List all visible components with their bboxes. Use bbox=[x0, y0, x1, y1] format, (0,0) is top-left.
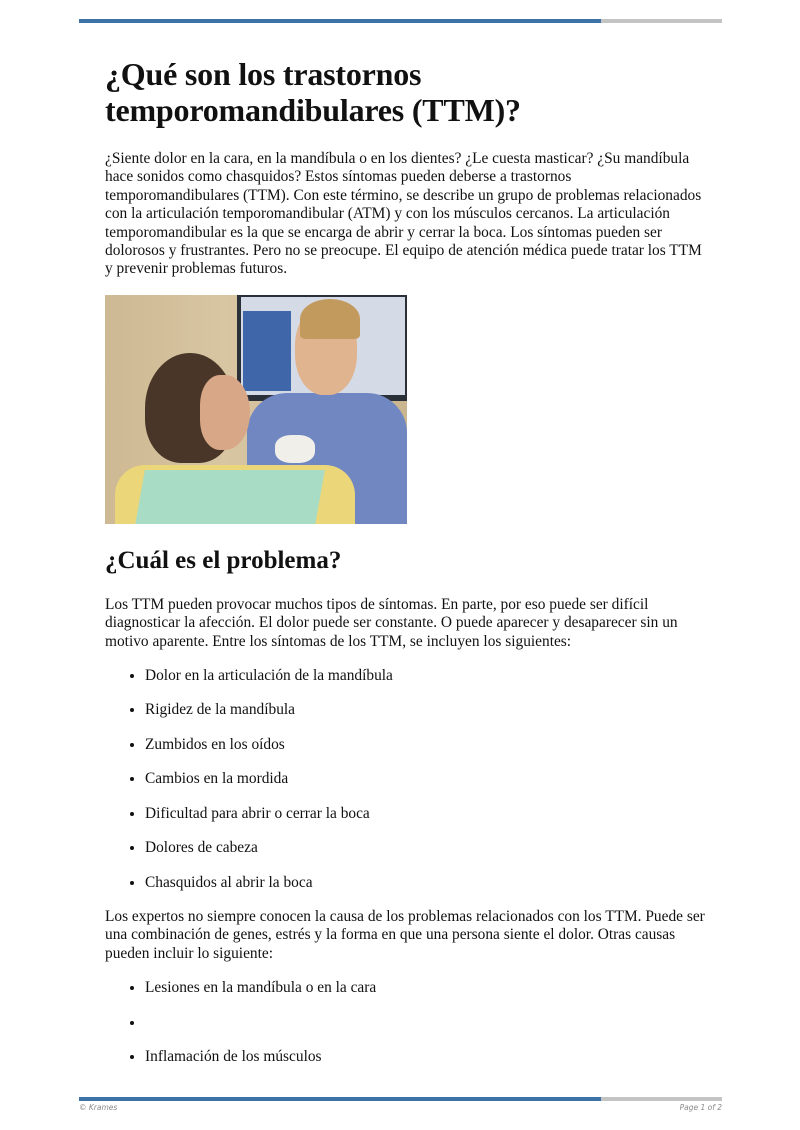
article-photo bbox=[105, 295, 407, 524]
causes-list bbox=[105, 979, 705, 1066]
header-divider-bar bbox=[79, 19, 722, 23]
footer-divider-bar bbox=[79, 1097, 722, 1101]
footer-bar-primary bbox=[79, 1097, 601, 1101]
list-item: • Dolores de cabeza bbox=[145, 839, 705, 857]
list-item: • Cambios en la mordida bbox=[145, 770, 705, 788]
page-footer bbox=[79, 1103, 722, 1112]
section-paragraph-causes: Los expertos no siempre conocen la causa de los problemas relacionados con los TTM. Puede ser una combinación de genes, estrés y la forma en que una persona siente el dolor. Otras causas pueden incluir lo siguiente: bbox=[105, 907, 705, 962]
list-item-empty bbox=[145, 1014, 705, 1032]
copyright-text: © Krames bbox=[79, 1103, 118, 1112]
list-item: • Lesiones en la mandíbula o en la cara bbox=[145, 979, 705, 997]
list-item: • Dolor en la articulación de la mandíbula bbox=[145, 667, 705, 685]
page-number: Page 1 of 2 bbox=[679, 1103, 722, 1112]
intro-paragraph: ¿Siente dolor en la cara, en la mandíbula o en los dientes? ¿Le cuesta masticar? ¿Su mandíbula hace sonidos como chasquidos? Estos síntomas pueden deberse a trastornos temporomandibulares (TTM). Con este término, se describe un grupo de problemas relacionados con la articulación temporomandibular (ATM) y con los músculos cercanos. La articulación temporomandibular es la que se encarga de abrir y cerrar la boca. Los síntomas pueden ser dolorosos y frustrantes. Pero no se preocupe. El equipo de atención médica puede tratar los TTM y prevenir problemas futuros. bbox=[105, 150, 702, 278]
list-item: • Inflamación de los músculos bbox=[145, 1048, 705, 1066]
header-bar-secondary bbox=[601, 19, 722, 23]
header-bar-primary bbox=[79, 19, 601, 23]
list-item: • Dificultad para abrir o cerrar la boca bbox=[145, 805, 705, 823]
list-item: • Zumbidos en los oídos bbox=[145, 736, 705, 754]
article bbox=[105, 56, 705, 1082]
section-heading: ¿Cuál es el problema? bbox=[105, 546, 342, 574]
page-title: ¿Qué son los trastornos temporomandibulares (TTM)? bbox=[105, 56, 521, 128]
list-item: • Chasquidos al abrir la boca bbox=[145, 874, 705, 892]
symptoms-list bbox=[105, 667, 705, 892]
list-item: • Rigidez de la mandíbula bbox=[145, 701, 705, 719]
jaw-model bbox=[275, 435, 315, 463]
section-paragraph-symptoms: Los TTM pueden provocar muchos tipos de síntomas. En parte, por eso puede ser difícil diagnosticar la afección. El dolor puede ser constante. O puede aparecer y desaparecer sin un motivo aparente. Entre los síntomas de los TTM, se incluyen los siguientes: bbox=[105, 595, 678, 650]
footer-bar-secondary bbox=[601, 1097, 722, 1101]
